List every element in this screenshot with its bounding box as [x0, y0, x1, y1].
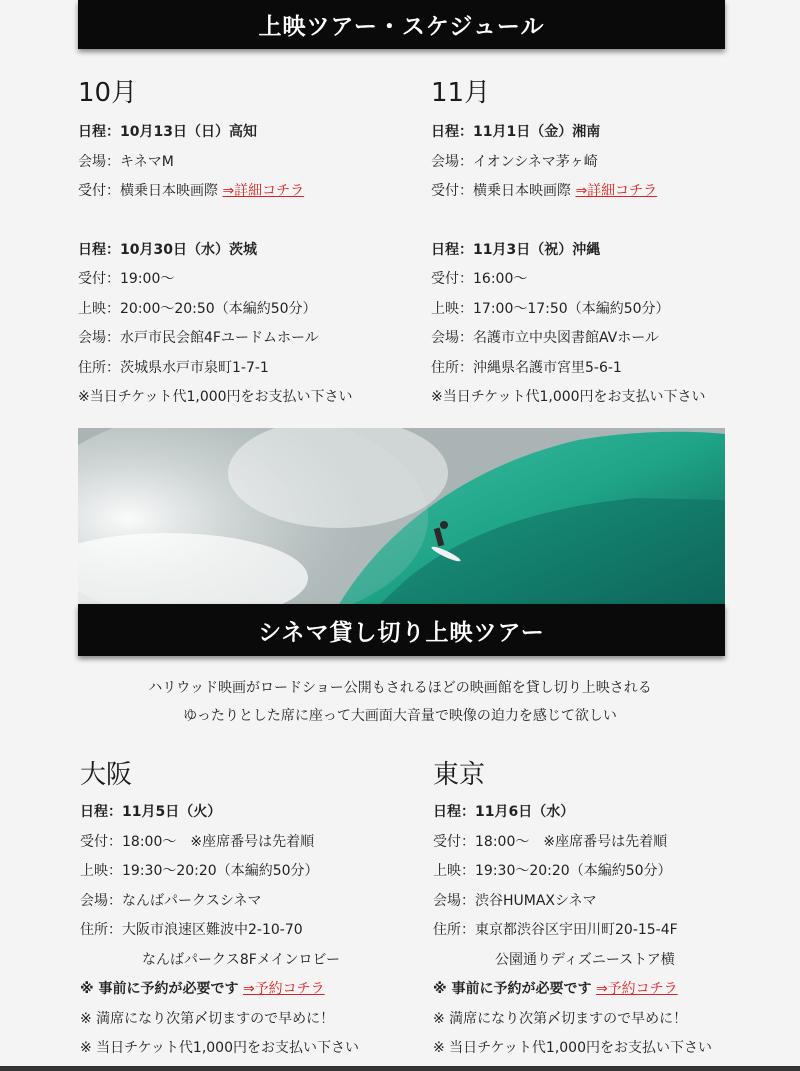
event-date: 日程：11月5日（火）: [80, 804, 222, 820]
schedule-banner: [78, 0, 725, 49]
event-ticket: ※当日チケット代1,000円をお支払い下さい: [431, 389, 706, 405]
event-date: 日程：11月6日（水）: [433, 804, 575, 820]
event-address: 住所：茨城県水戸市泉町1-7-1: [78, 359, 269, 376]
city-heading: 大阪: [80, 760, 133, 790]
event-screening: 上映：17:00～17:50（本編約50分）: [431, 300, 670, 317]
event-address: 住所：沖縄県名護市宮里5-6-1: [431, 359, 622, 376]
event-address-line2: 公園通りディズニーストア横: [495, 951, 675, 968]
event-screening: 上映：19:30～20:20（本編約50分）: [433, 863, 672, 879]
reception-text: 受付：横乗日本映画際: [78, 183, 218, 199]
event-reception: [431, 177, 771, 207]
surfing-photo: [78, 428, 725, 606]
month-heading: 11月: [431, 78, 491, 108]
event-venue: 会場：名護市立中央図書館AVホール: [431, 330, 659, 346]
event-venue: 会場：イオンシネマ茅ヶ崎: [431, 153, 598, 170]
october-column: [78, 74, 418, 413]
full-notice: ※ 満席になり次第〆切ますので早めに！: [80, 1010, 335, 1027]
reservation-text: ※ 事前に予約が必要です: [433, 981, 592, 997]
event-address-line2: なんばパークス8Fメインロビー: [142, 951, 340, 968]
details-link[interactable]: ⇒詳細コチラ: [222, 183, 305, 199]
event-reception: 受付：19:00～: [78, 271, 175, 287]
event-reception: 受付：18:00～ ※座席番号は先着順: [80, 833, 315, 850]
cinema-description: [0, 674, 800, 730]
reservation-text: ※ 事前に予約が必要です: [80, 981, 239, 997]
month-heading: 10月: [78, 78, 138, 108]
description-line: ゆったりとした席に座って大画面大音量で映像の迫力を感じて欲しい: [183, 708, 617, 724]
city-heading: 東京: [433, 760, 486, 790]
event-venue: 会場：渋谷HUMAXシネマ: [433, 892, 597, 909]
event-reception: 受付：16:00～: [431, 271, 528, 287]
cinema-title: シネマ貸し切り上映ツアー: [258, 619, 545, 646]
event-address: 住所：東京都渋谷区宇田川町20-15-4F: [433, 922, 678, 938]
schedule-title: 上映ツアー・スケジュール: [258, 14, 545, 40]
event-ticket: ※ 当日チケット代1,000円をお支払い下さい: [433, 1040, 712, 1056]
bottom-divider: [0, 1066, 800, 1071]
reservation-line: [433, 975, 773, 1005]
november-column: [431, 74, 771, 413]
event-date: 日程：10月30日（水）茨城: [78, 241, 257, 258]
description-line: ハリウッド映画がロードショー公開もされるほどの映画館を貸し切り上映される: [148, 680, 652, 696]
event-date: 日程：11月1日（金）湘南: [431, 124, 601, 140]
event-reception: [78, 177, 418, 207]
event-address: 住所：大阪市浪速区難波中2-10-70: [80, 922, 303, 938]
tokyo-column: [433, 756, 773, 1064]
cinema-banner: [78, 604, 725, 656]
event-venue: 会場：キネマM: [78, 153, 174, 170]
details-link[interactable]: ⇒詳細コチラ: [575, 183, 658, 199]
event-venue: 会場：なんばパークスシネマ: [80, 892, 262, 909]
event-screening: 上映：20:00～20:50（本編約50分）: [78, 300, 317, 317]
event-screening: 上映：19:30～20:20（本編約50分）: [80, 863, 319, 879]
reservation-line: [80, 975, 420, 1005]
event-ticket: ※ 当日チケット代1,000円をお支払い下さい: [80, 1040, 359, 1056]
event-venue: 会場：水戸市民会館4Fユードムホール: [78, 330, 319, 346]
osaka-column: [80, 756, 420, 1064]
reservation-link[interactable]: ⇒予約コチラ: [242, 981, 325, 997]
event-date: 日程：10月13日（日）高知: [78, 124, 257, 140]
reception-text: 受付：横乗日本映画際: [431, 183, 571, 199]
wave-illustration: [78, 428, 725, 606]
event-ticket: ※当日チケット代1,000円をお支払い下さい: [78, 389, 353, 405]
full-notice: ※ 満席になり次第〆切ますので早めに！: [433, 1010, 688, 1027]
event-reception: 受付：18:00～ ※座席番号は先着順: [433, 833, 668, 850]
reservation-link[interactable]: ⇒予約コチラ: [595, 981, 678, 997]
event-date: 日程：11月3日（祝）沖縄: [431, 241, 601, 258]
